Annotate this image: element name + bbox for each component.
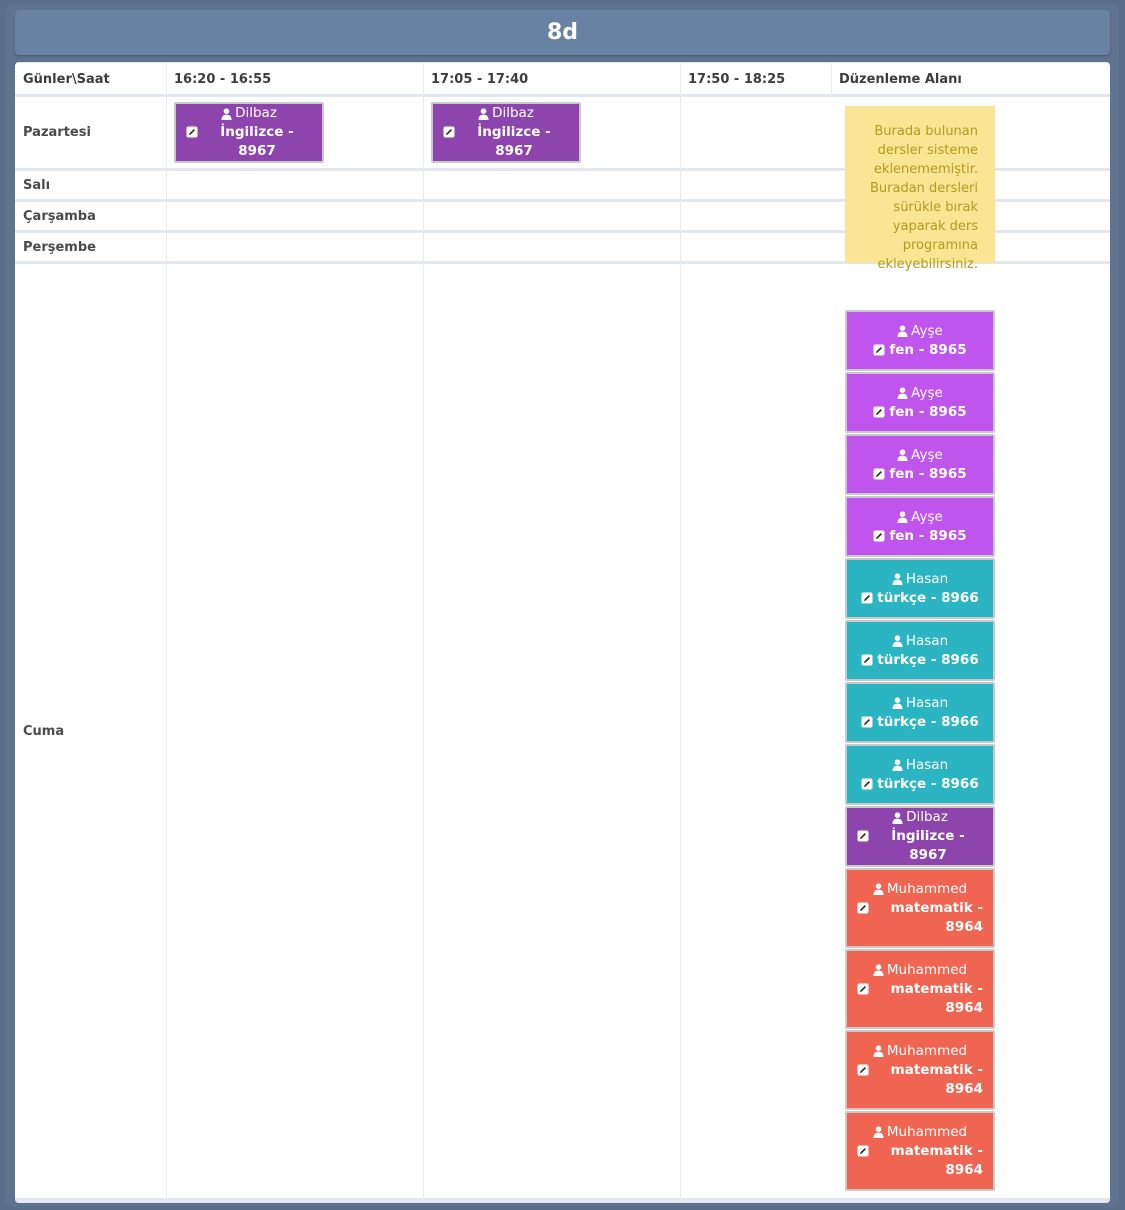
unassigned-lesson-card[interactable] bbox=[845, 682, 995, 743]
header-slot-1: 16:20 - 16:55 bbox=[174, 71, 272, 87]
edit-icon bbox=[443, 126, 455, 138]
unassigned-lesson-card[interactable] bbox=[845, 434, 995, 495]
user-icon bbox=[897, 325, 908, 337]
course-name: matematik - 8964 bbox=[890, 1061, 983, 1097]
header-slot-3: 17:50 - 18:25 bbox=[688, 71, 786, 87]
editing-area-note bbox=[845, 106, 995, 272]
teacher-name: Muhammed bbox=[886, 880, 968, 897]
edit-icon bbox=[873, 468, 885, 480]
teacher-name: Ayşe bbox=[911, 384, 943, 401]
teacher-name: Hasan bbox=[905, 694, 949, 711]
edit-icon bbox=[861, 654, 873, 666]
user-icon bbox=[892, 573, 903, 585]
edit-icon bbox=[873, 344, 885, 356]
unassigned-lesson-card[interactable] bbox=[845, 310, 995, 371]
day-tuesday: Salı bbox=[23, 177, 51, 193]
unassigned-lesson-card[interactable] bbox=[845, 558, 995, 619]
course-name: matematik - 8964 bbox=[890, 980, 983, 1016]
unassigned-lesson-card[interactable] bbox=[845, 744, 995, 805]
user-icon bbox=[221, 108, 232, 120]
user-icon bbox=[892, 759, 903, 771]
edit-icon bbox=[873, 406, 885, 418]
grid-line bbox=[166, 62, 167, 1203]
teacher-name: Hasan bbox=[905, 570, 949, 587]
user-icon bbox=[873, 1045, 884, 1057]
course-name: türkçe - 8966 bbox=[877, 589, 979, 606]
user-icon bbox=[897, 511, 908, 523]
edit-icon bbox=[861, 716, 873, 728]
unassigned-lesson-card[interactable] bbox=[845, 806, 995, 867]
user-icon bbox=[892, 697, 903, 709]
class-title: 8d bbox=[15, 10, 1110, 55]
unassigned-lesson-card[interactable] bbox=[845, 620, 995, 681]
lesson-card[interactable] bbox=[174, 102, 324, 163]
teacher-name: Dilbaz bbox=[235, 105, 277, 121]
teacher-name: Muhammed bbox=[886, 961, 968, 978]
teacher-name: Dilbaz bbox=[906, 809, 948, 825]
course-name: matematik - 8964 bbox=[890, 1142, 983, 1178]
header-editing-area: Düzenleme Alanı bbox=[839, 71, 962, 87]
grid-line bbox=[680, 62, 681, 1203]
teacher-name: Muhammed bbox=[886, 1042, 968, 1059]
edit-icon bbox=[873, 530, 885, 542]
course-name: fen - 8965 bbox=[889, 527, 967, 544]
course-name: fen - 8965 bbox=[889, 341, 967, 358]
course-name: türkçe - 8966 bbox=[877, 775, 979, 792]
lesson-card[interactable] bbox=[431, 102, 581, 163]
user-icon bbox=[873, 1126, 884, 1138]
unassigned-lesson-card[interactable] bbox=[845, 1111, 995, 1191]
grid-line bbox=[423, 62, 424, 1203]
note-text: Burada bulunan dersler sisteme eklenememiştir. Buradan dersleri sürükle bırak yaparak ders programına ekleyebilirsiniz. bbox=[870, 124, 978, 272]
teacher-name: Dilbaz bbox=[492, 105, 534, 121]
edit-icon bbox=[857, 1064, 869, 1076]
teacher-name: Muhammed bbox=[886, 1123, 968, 1140]
grid-line bbox=[15, 1198, 1110, 1203]
user-icon bbox=[873, 883, 884, 895]
course-name: türkçe - 8966 bbox=[877, 651, 979, 668]
header-days-hours: Günler\Saat bbox=[23, 71, 110, 87]
timetable-panel bbox=[15, 62, 1110, 1203]
course-name: İngilizce - 8967 bbox=[220, 124, 294, 159]
teacher-name: Hasan bbox=[905, 632, 949, 649]
teacher-name: Ayşe bbox=[911, 508, 943, 525]
course-name: fen - 8965 bbox=[889, 403, 967, 420]
unassigned-lesson-card[interactable] bbox=[845, 949, 995, 1029]
day-friday: Cuma bbox=[23, 723, 65, 739]
user-icon bbox=[897, 449, 908, 461]
user-icon bbox=[873, 964, 884, 976]
unassigned-lesson-card[interactable] bbox=[845, 1030, 995, 1110]
unassigned-lesson-card[interactable] bbox=[845, 372, 995, 433]
edit-icon bbox=[861, 778, 873, 790]
edit-icon bbox=[857, 1145, 869, 1157]
header-slot-2: 17:05 - 17:40 bbox=[431, 71, 529, 87]
user-icon bbox=[897, 387, 908, 399]
user-icon bbox=[892, 812, 903, 824]
day-thursday: Perşembe bbox=[23, 239, 96, 255]
course-name: fen - 8965 bbox=[889, 465, 967, 482]
teacher-name: Hasan bbox=[905, 756, 949, 773]
teacher-name: Ayşe bbox=[911, 322, 943, 339]
edit-icon bbox=[186, 126, 198, 138]
edit-icon bbox=[857, 830, 869, 842]
course-name: İngilizce - 8967 bbox=[477, 124, 551, 159]
user-icon bbox=[478, 108, 489, 120]
teacher-name: Ayşe bbox=[911, 446, 943, 463]
course-name: matematik - 8964 bbox=[890, 899, 983, 935]
day-monday: Pazartesi bbox=[23, 125, 91, 140]
user-icon bbox=[892, 635, 903, 647]
day-wednesday: Çarşamba bbox=[23, 208, 96, 224]
unassigned-lesson-card[interactable] bbox=[845, 496, 995, 557]
edit-icon bbox=[857, 983, 869, 995]
edit-icon bbox=[861, 592, 873, 604]
course-name: İngilizce - 8967 bbox=[891, 828, 965, 863]
course-name: türkçe - 8966 bbox=[877, 713, 979, 730]
unassigned-lesson-card[interactable] bbox=[845, 868, 995, 948]
edit-icon bbox=[857, 902, 869, 914]
